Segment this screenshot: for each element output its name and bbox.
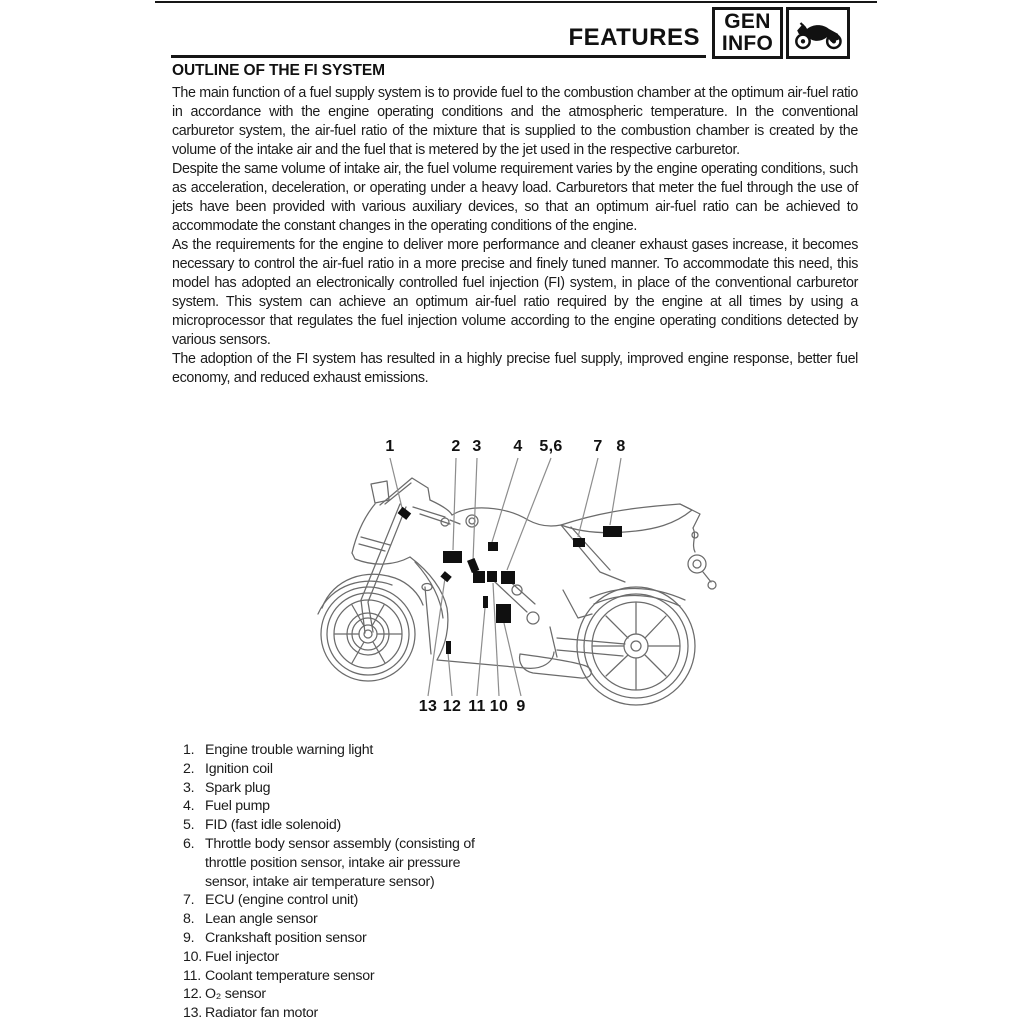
gen-info-badge bbox=[712, 7, 783, 59]
top-rule bbox=[155, 1, 877, 3]
legend-item-9 bbox=[183, 929, 523, 948]
callout-5-6: 5,6 bbox=[539, 438, 563, 455]
legend-label: FID (fast idle solenoid) bbox=[205, 817, 341, 834]
callout-12: 12 bbox=[442, 698, 462, 715]
badge-line1: GEN bbox=[724, 10, 771, 33]
component-markers bbox=[398, 507, 622, 654]
callout-9: 9 bbox=[516, 698, 526, 715]
legend-number: 8. bbox=[183, 911, 195, 928]
legend-item-4 bbox=[183, 797, 523, 816]
legend-number: 12. bbox=[183, 986, 202, 1003]
legend-label: Crankshaft position sensor bbox=[205, 929, 367, 946]
legend-label: ECU (engine control unit) bbox=[205, 892, 359, 909]
paragraph-2: Despite the same volume of intake air, the fuel volume requirement varies by the engine operating conditions, such as acceleration, deceleration, or operating under a heavy load. Carburetors that meter the fuel through the use of jets have been provided with various auxiliary devices, so that an optimum air-fuel ratio can be achieved to accommodate the constant changes in the operating conditions of the engine. bbox=[172, 161, 858, 234]
callout-10: 10 bbox=[489, 698, 509, 715]
legend-label: Throttle body sensor assembly (consisting of throttle position sensor, intake air pressure sensor, intake air temperature sensor) bbox=[205, 835, 475, 890]
callout-2: 2 bbox=[451, 438, 461, 455]
legend-item-5 bbox=[183, 816, 523, 835]
fi-system-diagram bbox=[295, 432, 765, 732]
legend-label: Ignition coil bbox=[205, 760, 273, 777]
legend-label: O₂ sensor bbox=[205, 986, 266, 1003]
callout-11: 11 bbox=[468, 698, 486, 715]
legend-number: 3. bbox=[183, 779, 195, 796]
callout-4: 4 bbox=[513, 438, 523, 455]
motorcycle-line-drawing bbox=[295, 432, 765, 732]
legend-label: Spark plug bbox=[205, 779, 271, 796]
legend-label: Radiator fan motor bbox=[205, 1005, 318, 1022]
legend-item-3 bbox=[183, 779, 523, 798]
page-title: FEATURES bbox=[568, 24, 700, 51]
legend-item-6 bbox=[183, 835, 523, 891]
legend-number: 5. bbox=[183, 817, 195, 834]
legend-label: Fuel pump bbox=[205, 798, 270, 815]
legend-item-8 bbox=[183, 910, 523, 929]
legend-number: 2. bbox=[183, 760, 195, 777]
legend-number: 6. bbox=[183, 835, 195, 852]
legend-number: 1. bbox=[183, 742, 195, 758]
header-rule bbox=[171, 55, 706, 58]
legend-label: Lean angle sensor bbox=[205, 911, 318, 928]
callout-3: 3 bbox=[472, 438, 482, 455]
legend-number: 4. bbox=[183, 798, 195, 815]
legend-label: Fuel injector bbox=[205, 948, 280, 965]
legend-number: 13. bbox=[183, 1005, 202, 1022]
legend-item-12 bbox=[183, 985, 523, 1004]
callout-13: 13 bbox=[418, 698, 438, 715]
legend-item-2 bbox=[183, 760, 523, 779]
motorcycle-icon bbox=[793, 15, 843, 51]
section-heading: OUTLINE OF THE FI SYSTEM bbox=[172, 62, 385, 79]
callout-1: 1 bbox=[385, 438, 395, 455]
legend-number: 10. bbox=[183, 948, 202, 965]
body-text bbox=[172, 62, 858, 388]
badge-line2: INFO bbox=[721, 32, 774, 55]
paragraph-3: As the requirements for the engine to deliver more performance and cleaner exhaust gases increase, it becomes necessary to control the air-fuel ratio in a more precise and finely tuned manner. To accommodate this need, this model has adopted an electronically controlled fuel injection (FI) system, in place of the conventional carburetor system. This system can achieve an optimum air-fuel ratio required by the engine at all times by using a microprocessor that regulates the fuel injection volume according to the engine operating conditions detected by various sensors. bbox=[172, 237, 858, 348]
legend-item-13 bbox=[183, 1004, 523, 1023]
legend-item-10 bbox=[183, 948, 523, 967]
legend-item-11 bbox=[183, 967, 523, 986]
badge-icon-box bbox=[786, 7, 850, 59]
chapter-badge bbox=[712, 7, 850, 59]
paragraph-1: The main function of a fuel supply system is to provide fuel to the combustion chamber at the optimum air-fuel ratio in accordance with the engine operating conditions and the atmospheric temperature. In the conventional carburetor system, the air-fuel ratio of the mixture that is supplied to the combustion chamber is created by the volume of the intake air and the fuel that is metered by the jet used in the respective carburetor. bbox=[172, 85, 858, 158]
legend-label: Engine trouble warning light bbox=[205, 742, 374, 758]
legend-item-7 bbox=[183, 891, 523, 910]
legend-item-1 bbox=[183, 741, 523, 760]
callout-8: 8 bbox=[616, 438, 626, 455]
paragraph-4: The adoption of the FI system has resulted in a highly precise fuel supply, improved engine response, better fuel economy, and reduced exhaust emissions. bbox=[172, 351, 858, 386]
legend-number: 9. bbox=[183, 929, 195, 946]
legend-number: 7. bbox=[183, 892, 195, 909]
legend-number: 11. bbox=[183, 967, 201, 984]
component-legend bbox=[183, 741, 523, 1023]
legend-label: Coolant temperature sensor bbox=[205, 967, 375, 984]
callout-7: 7 bbox=[593, 438, 603, 455]
